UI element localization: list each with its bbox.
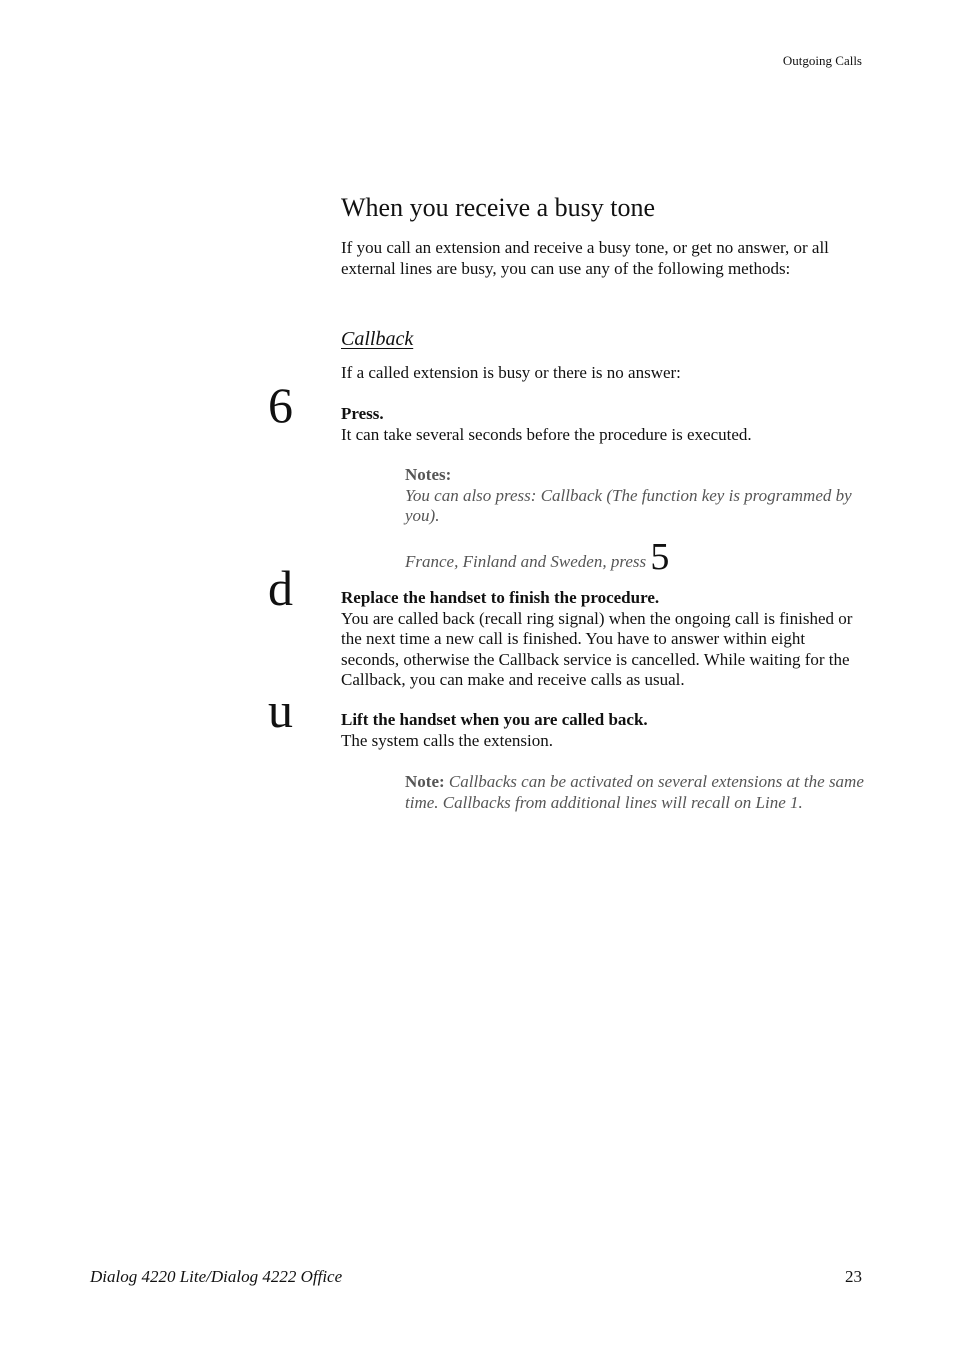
callback-subheading: Callback <box>341 328 414 350</box>
step-replace-handset <box>341 588 866 691</box>
page-number: 23 <box>845 1267 862 1286</box>
notes-line-callback-key: You can also press: Callback (The function key is programmed by you). <box>405 485 852 525</box>
step-description: It can take several seconds before the procedure is executed. <box>341 424 752 444</box>
footer-product-title: Dialog 4220 Lite/Dialog 4222 Office <box>90 1267 343 1286</box>
notes-line-countries <box>405 535 867 578</box>
notes-block <box>405 465 867 578</box>
note-heading: Note: <box>405 772 445 791</box>
running-header: Outgoing Calls <box>782 53 862 68</box>
step-title: Replace the handset to finish the procedure. <box>341 588 660 607</box>
notes-countries-text: France, Finland and Sweden, press <box>405 551 647 571</box>
key-5-icon: 5 <box>650 535 670 578</box>
note-text: Callbacks can be activated on several extensions at the same time. Callbacks from additional lines will recall on Line 1. <box>405 772 864 812</box>
handset-replace-icon: d <box>268 560 293 616</box>
intro-paragraph: If you call an extension and receive a busy tone, or get no answer, or all external lines are busy, you can use any of the following methods: <box>341 238 829 278</box>
step-title: Press. <box>341 404 384 423</box>
key-6-icon: 6 <box>268 377 293 433</box>
note-block <box>405 772 867 813</box>
step-press <box>341 404 866 445</box>
step-description: The system calls the extension. <box>341 730 553 750</box>
handset-lift-icon: u <box>268 682 293 738</box>
callback-intro: If a called extension is busy or there is no answer: <box>341 363 681 382</box>
section-title: When you receive a busy tone <box>341 193 656 222</box>
step-lift-handset <box>341 710 866 751</box>
notes-heading: Notes: <box>405 465 452 484</box>
step-title: Lift the handset when you are called back. <box>341 710 648 729</box>
step-description: You are called back (recall ring signal) when the ongoing call is finished or the next time a new call is finished. You have to answer within eight seconds, otherwise the Callback service is cancelled. While waiting for the Callback, you can make and receive calls as usual. <box>341 608 853 689</box>
